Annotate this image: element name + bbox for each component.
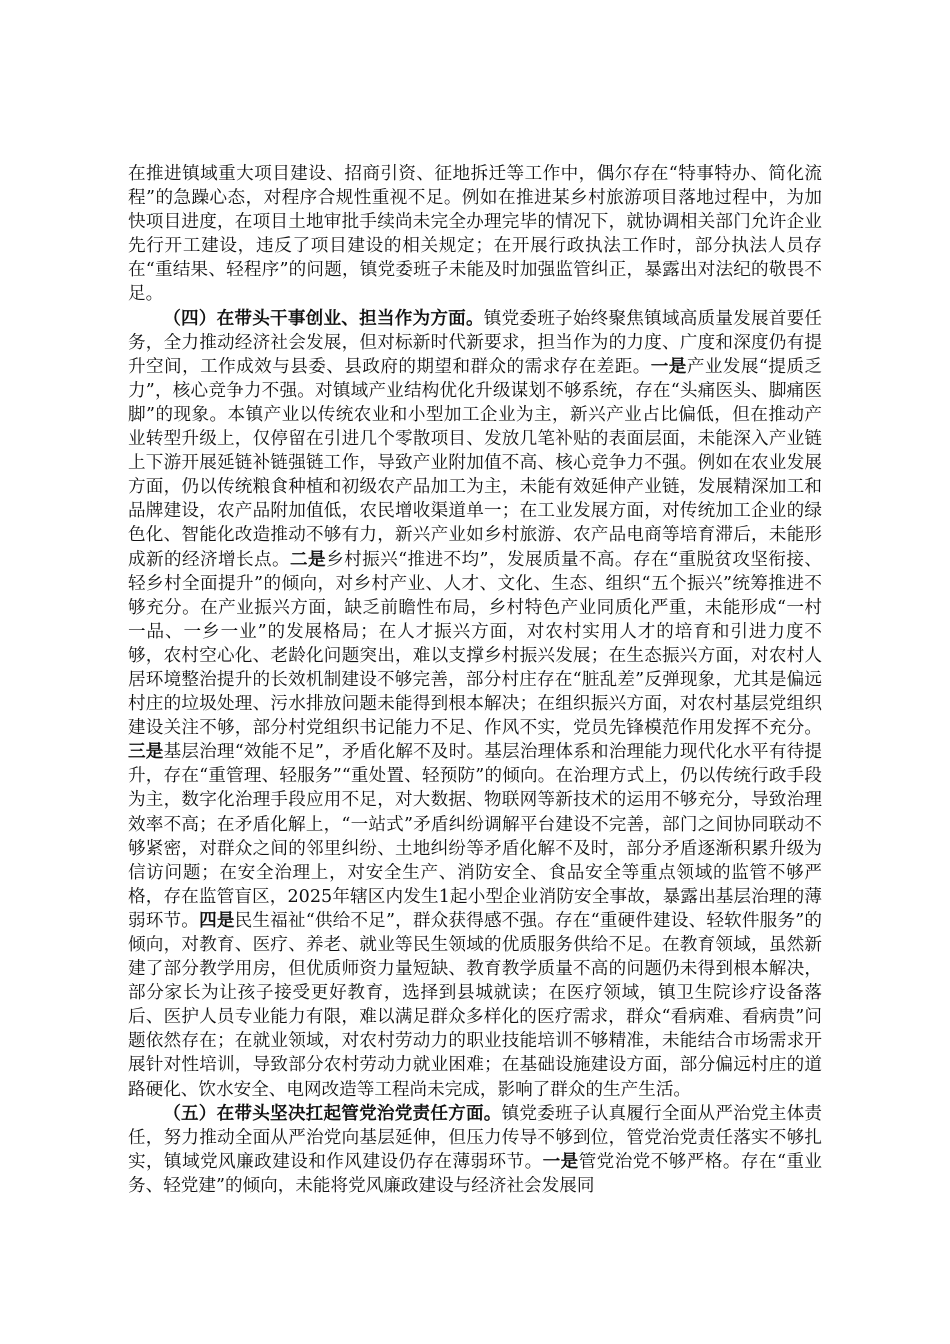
bold-text-segment: 二是 <box>290 548 327 570</box>
bold-text-segment: 三是 <box>128 741 164 763</box>
bold-text-segment: （五）在带头坚决扛起管党治党责任方面。 <box>163 1102 502 1124</box>
bold-text-segment: 一是 <box>542 1150 579 1172</box>
bold-text-segment: （四）在带头干事创业、担当作为方面。 <box>163 307 484 329</box>
text-segment: 基层治理“效能不足”，矛盾化解不及时。基层治理体系和治理能力现代化水平有待提升，存在“重管理、轻服务”“重处置、轻预防”的倾向。在治理方式上，仍以传统行政手段为主，数字化治理手段应用不足，对大数据、物联网等新技术的运用不够充分，导致治理效率不高；在矛盾化解上，“一站式”矛盾纠纷调解平台建设不完善，部门之间协同联动不够紧密，对群众之间的邻里纠纷、土地纠纷等矛盾化解不及时，部分矛盾逐渐积累升级为信访问题；在安全治理上，对安全生产、消防安全、食品安全等重点领域的监管不够严格，存在监管盲区，2025年辖区内发生1起小型企业消防安全事故，暴露出基层治理的薄弱环节。 <box>128 742 822 931</box>
text-segment: 乡村振兴“推进不均”，发展质量不高。存在“重脱贫攻坚衔接、轻乡村全面提升”的倾向，对乡村产业、人才、文化、生态、组织“五个振兴”统筹推进不够充分。在产业振兴方面，缺乏前瞻性布局，乡村特色产业同质化严重，未能形成“一村一品、一乡一业”的发展格局；在人才振兴方面，对农村实用人才的培育和引进力度不够，农村空心化、老龄化问题突出，难以支撑乡村振兴发展；在生态振兴方面，对农村人居环境整治提升的长效机制建设不够完善，部分村庄存在“脏乱差”反弹现象，尤其是偏远村庄的垃圾处理、污水排放问题未能得到根本解决；在组织振兴方面，对农村基层党组织建设关注不够，部分村党组织书记能力不足、作风不实，党员先锋模范作用发挥不充分。 <box>128 549 822 739</box>
text-segment: 镇党委班子认真履行全面从严治党主体责任，努力推动全面从严治党向基层延伸，但压力传导不够到位，管党治党责任落实不够扎实，镇域党风廉政建设和作风建设仍存在薄弱环节。 <box>128 1103 822 1172</box>
text-segment: 民生福祉“供给不足”，群众获得感不强。存在“重硬件建设、轻软件服务”的倾向，对教育、医疗、养老、就业等民生领域的优质服务供给不足。在教育领域，虽然新建了部分教学用房，但优质师资力量短缺、教育教学质量不高的问题仍未得到根本解决，部分家长为让孩子接受更好教育，选择到县城就读；在医疗领域，镇卫生院诊疗设备落后、医护人员专业能力有限，难以满足群众多样化的医疗需求，群众“看病难、看病贵”问题依然存在；在就业领域，对农村劳动力的职业技能培训不够精准，未能结合市场需求开展针对性培训，导致部分农村劳动力就业困难；在基础设施建设方面，部分偏远村庄的道路硬化、饮水安全、电网改造等工程尚未完成，影响了群众的生产生活。 <box>128 910 822 1100</box>
text-segment: 镇党委班子始终聚焦镇域高质量发展首要任务，全力推动经济社会发展，但对标新时代新要求，担当作为的力度、广度和深度仍有提升空间，工作成效与县委、县政府的期望和群众的需求存在差距。 <box>128 308 822 377</box>
bold-text-segment: 一是 <box>650 355 687 377</box>
paragraph <box>128 162 822 307</box>
document-body <box>128 162 822 1198</box>
text-segment: 管党治党不够严格。存在“重业务、轻党建”的倾向，未能将党风廉政建设与经济社会发展同 <box>128 1151 822 1196</box>
paragraph <box>128 1102 822 1198</box>
text-segment: 产业发展“提质乏力”，核心竞争力不强。对镇域产业结构优化升级谋划不够系统，存在“头痛医头、脚痛医脚”的现象。本镇产业以传统农业和小型加工企业为主，新兴产业占比偏低，但在推动产业转型升级上，仅停留在引进几个零散项目、发放几笔补贴的表面层面，未能深入产业链上下游开展延链补链强链工作，导致产业附加值不高、核心竞争力不强。例如在农业发展方面，仍以传统粮食种植和初级农产品加工为主，未能有效延伸产业链，发展精深加工和品牌建设，农产品附加值低，农民增收渠道单一；在工业发展方面，对传统加工企业的绿色化、智能化改造推动不够有力，新兴产业如乡村旅游、农产品电商等培育滞后，未能形成新的经济增长点。 <box>128 356 822 570</box>
paragraph <box>128 307 822 1102</box>
text-segment: 在推进镇域重大项目建设、招商引资、征地拆迁等工作中，偶尔存在“特事特办、简化流程”的急躁心态，对程序合规性重视不足。例如在推进某乡村旅游项目落地过程中，为加快项目进度，在项目土地审批手续尚未完全办理完毕的情况下，就协调相关部门允许企业先行开工建设，违反了项目建设的相关规定；在开展行政执法工作时，部分执法人员存在“重结果、轻程序”的问题，镇党委班子未能及时加强监管纠正，暴露出对法纪的敬畏不足。 <box>128 164 822 305</box>
bold-text-segment: 四是 <box>199 909 235 931</box>
